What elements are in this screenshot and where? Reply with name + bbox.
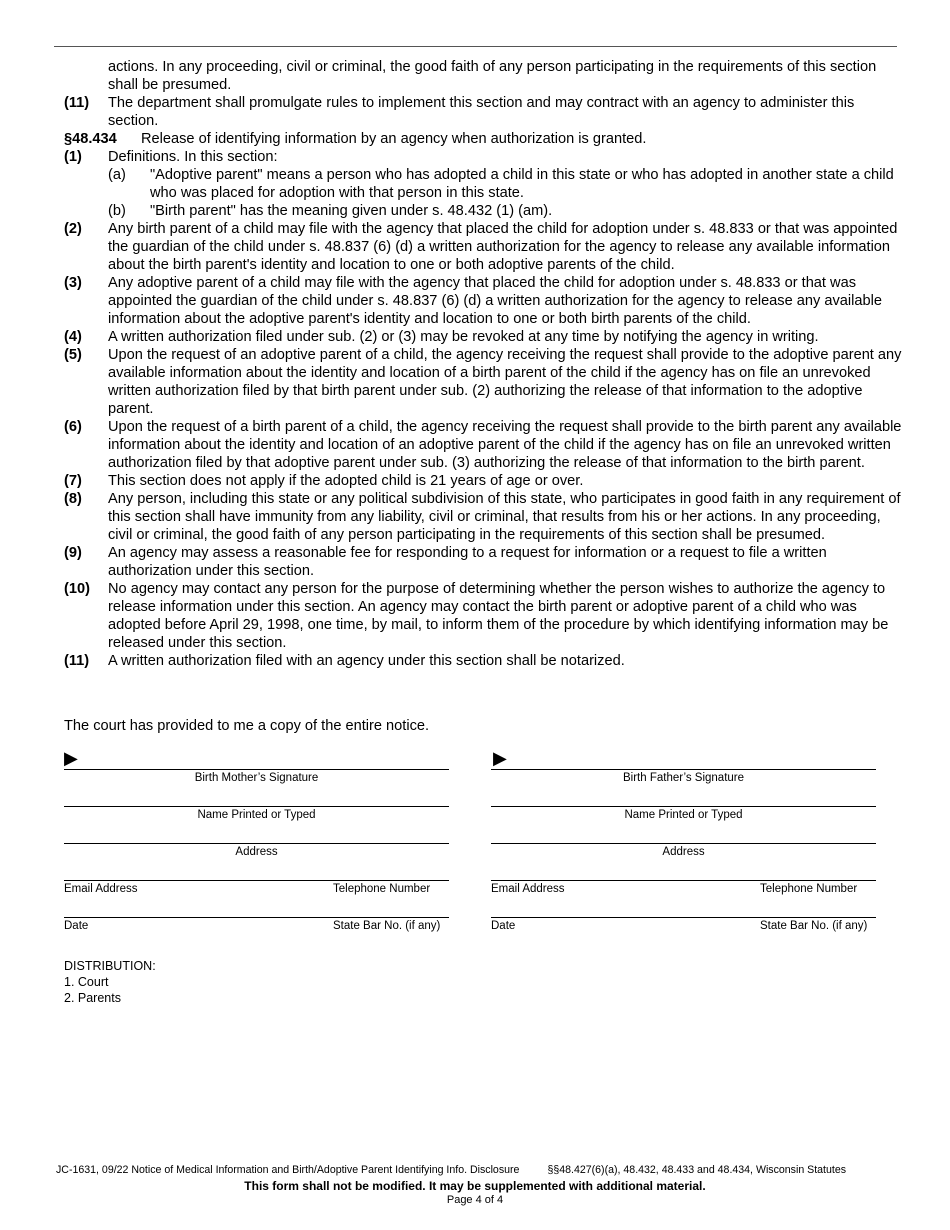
page-number: Page 4 of 4 <box>446 1194 504 1206</box>
form-id: JC-1631, 09/22 Notice of Medical Information and Birth/Adoptive Parent Identifying Info. Disclosure <box>56 1164 520 1176</box>
statute-citation: §§48.427(6)(a), 48.432, 48.433 and 48.434, Wisconsin Statutes <box>547 1164 847 1176</box>
section-number: §48.434 <box>64 131 117 147</box>
subparagraph-letter: (b) <box>108 203 126 219</box>
father-name-line[interactable] <box>491 806 876 807</box>
paragraph-number: (2) <box>64 221 82 237</box>
paragraph-number: (7) <box>64 473 82 489</box>
paragraph-number: (9) <box>64 545 82 561</box>
subparagraph-text: "Adoptive parent" means a person who has adopted a child in this state or who has adopted in another state a child who was placed for adoption with that person in this state. <box>150 167 894 201</box>
father-date-label: Date <box>491 920 516 932</box>
paragraph-text: A written authorization filed with an agency under this section shall be notarized. <box>108 653 625 669</box>
paragraph-text: Definitions. In this section: <box>108 149 278 165</box>
footer-form-line <box>56 1164 846 1176</box>
father-signature-label: Birth Father’s Signature <box>622 772 745 784</box>
paragraph-text: The department shall promulgate rules to implement this section and may contract with an agency to administer this section. <box>108 95 855 129</box>
paragraph-number: (6) <box>64 419 82 435</box>
paragraph-text: A written authorization filed under sub. (2) or (3) may be revoked at any time by notifying the agency in writing. <box>108 329 819 345</box>
subparagraph-letter: (a) <box>108 167 126 183</box>
father-signature-arrow-icon: ▶ <box>493 748 507 768</box>
paragraph-text: Upon the request of an adoptive parent of a child, the agency receiving the request shall provide to the adoptive parent any available information about the identity and location of a birth parent of the child if the agency has on file an unrevoked written authorization filed by that birth parent under sub. (2) authorizing the release of that information to the adoptive parent. <box>108 347 902 417</box>
paragraph-text: Any birth parent of a child may file with the agency that placed the child for adoption under s. 48.833 or that was appointed the guardian of the child under s. 48.837 (6) (d) a written authorization for the agency to release any available information about the birth parent's identity and location to one or both adoptive parents of the child. <box>108 221 898 273</box>
mother-phone-label: Telephone Number <box>333 883 431 895</box>
paragraph-text: Any person, including this state or any political subdivision of this state, who participates in good faith in any requirement of this section shall have immunity from any liability, civil or criminal, that results from his or her actions. In any proceeding, civil or criminal, the good faith of any person participating in the requirements of this section shall be presumed. <box>108 491 901 543</box>
father-bar-label: State Bar No. (if any) <box>760 920 868 932</box>
father-date-bar-line[interactable] <box>491 917 876 918</box>
mother-address-line[interactable] <box>64 843 449 844</box>
paragraph-text: Any adoptive parent of a child may file with the agency that placed the child for adoption under s. 48.833 or that was appointed the guardian of the child under s. 48.837 (6) (d) a written authorization for the agency to release any available information about the adoptive parent's identity and location to one or both birth parents of the child. <box>108 275 882 327</box>
mother-signature-arrow-icon: ▶ <box>64 748 78 768</box>
father-phone-label: Telephone Number <box>760 883 858 895</box>
mother-address-label: Address <box>235 846 278 858</box>
mother-name-label: Name Printed or Typed <box>197 809 316 821</box>
paragraph-number: (5) <box>64 347 82 363</box>
paragraph-text: No agency may contact any person for the purpose of determining whether the person wishes to authorize the agency to release information under this section. An agency may contact the birth parent or adoptive parent of a child who was adopted before April 29, 1998, one time, by mail, to inform them of the procedure by which identifying information may be released under this section. <box>108 581 889 651</box>
paragraph-number: (3) <box>64 275 82 291</box>
paragraph-number: (8) <box>64 491 82 507</box>
mother-date-label: Date <box>64 920 89 932</box>
paragraph-text: This section does not apply if the adopted child is 21 years of age or over. <box>108 473 584 489</box>
modification-notice: This form shall not be modified. It may be supplemented with additional material. <box>244 1179 706 1193</box>
paragraph-number: (1) <box>64 149 82 165</box>
distribution-list <box>64 958 156 1006</box>
paragraph-number: (11) <box>64 653 90 669</box>
birth-father-block <box>491 0 876 1230</box>
mother-signature-line[interactable] <box>64 769 449 770</box>
mother-signature-label: Birth Mother’s Signature <box>194 772 319 784</box>
distribution-item: 1. Court <box>64 975 109 989</box>
father-name-label: Name Printed or Typed <box>624 809 743 821</box>
paragraph-number: (4) <box>64 329 82 345</box>
mother-email-phone-line[interactable] <box>64 880 449 881</box>
paragraph-text: An agency may assess a reasonable fee for responding to a request for information or a request to file a written authorization under this section. <box>108 545 827 579</box>
mother-bar-label: State Bar No. (if any) <box>333 920 441 932</box>
father-signature-line[interactable] <box>491 769 876 770</box>
mother-name-line[interactable] <box>64 806 449 807</box>
father-email-label: Email Address <box>491 883 565 895</box>
distribution-title: DISTRIBUTION: <box>64 959 156 973</box>
distribution-item: 2. Parents <box>64 991 121 1005</box>
subparagraph-text: "Birth parent" has the meaning given under s. 48.432 (1) (am). <box>150 203 553 219</box>
court-notice: The court has provided to me a copy of the entire notice. <box>64 718 430 734</box>
paragraph-number: (10) <box>64 581 90 597</box>
mother-email-label: Email Address <box>64 883 138 895</box>
section-title: Release of identifying information by an agency when authorization is granted. <box>141 131 647 147</box>
paragraph-number: (11) <box>64 95 90 111</box>
carryover-paragraph: actions. In any proceeding, civil or criminal, the good faith of any person participating in the requirements of this section shall be presumed. <box>108 59 877 93</box>
father-address-label: Address <box>662 846 705 858</box>
paragraph-text: Upon the request of a birth parent of a child, the agency receiving the request shall provide to the birth parent any available information about the identity and location of an adoptive parent of the child if the agency has on file an unrevoked written authorization filed by that adoptive parent under sub. (3) authorizing the release of that information to the birth parent. <box>108 419 902 471</box>
mother-date-bar-line[interactable] <box>64 917 449 918</box>
father-address-line[interactable] <box>491 843 876 844</box>
birth-mother-block <box>64 0 449 1230</box>
father-email-phone-line[interactable] <box>491 880 876 881</box>
